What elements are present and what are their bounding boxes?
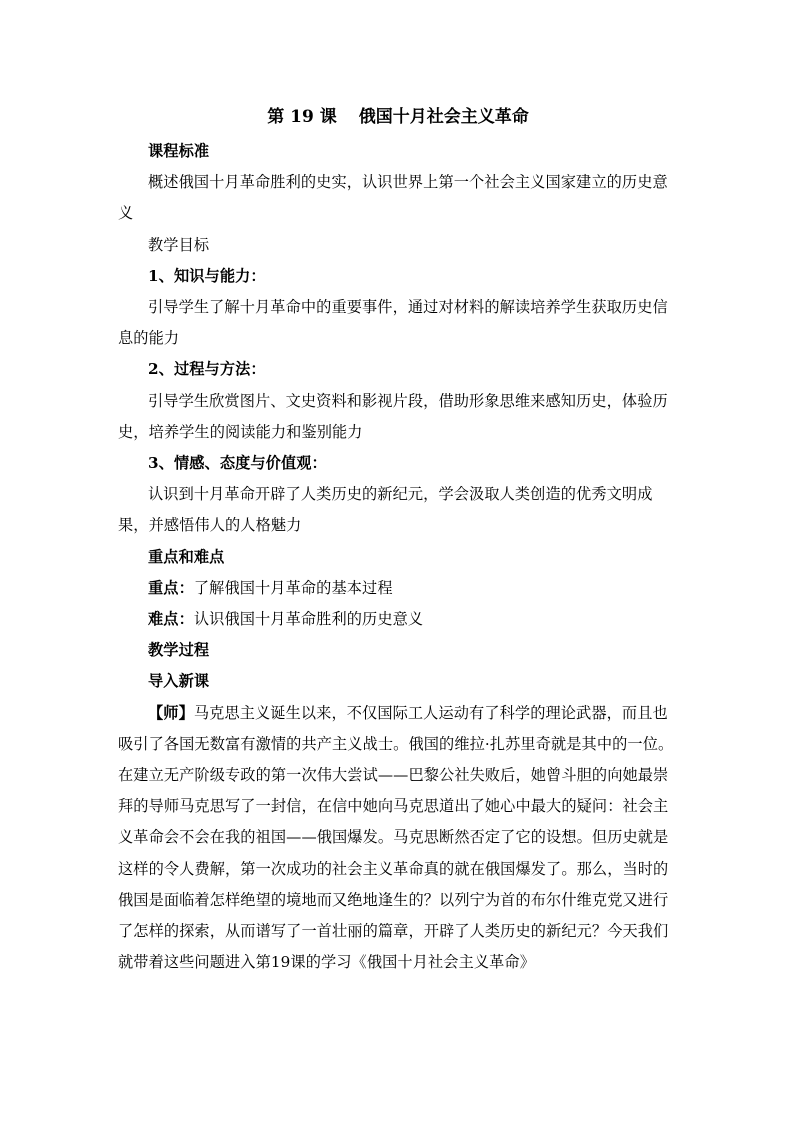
intro-heading: 导入新课 [148,672,210,691]
key-point-label: 重点： [148,578,194,597]
lesson-name: 俄国十月社会主义革命 [358,107,529,127]
goal2-heading: 2、过程与方法： [148,360,266,379]
key-points-heading: 重点和难点 [148,547,225,566]
intro-text: 马克思主义诞生以来，不仅国际工人运动有了科学的理论武器，而且也吸引了各国无数富有激情的共产主义战士。俄国的维拉·扎苏里奇就是其中的一位。在建立无产阶级专政的第一次伟大尝试——巴黎公社失败后，她曾斗胆的向她最崇拜的导师马克思写了一封信，在信中她向马克思道出了她心中最大的疑问：社会主义革命会不会在我的祖国——俄国爆发。马克思断然否定了它的设想。但历史就是这样的令人费解，第一次成功的社会主义革命真的就在俄国爆发了。那么，当时的俄国是面临着怎样绝望的境地而又绝地逢生的？以列宁为首的布尔什维克党又进行了怎样的探索，从而谱写了一首壮丽的篇章，开辟了人类历史的新纪元？今天我们就带着这些问题进入第19课的学习《俄国十月社会主义革命》 [118,703,674,972]
teacher-tag: 【师】 [148,703,194,722]
document-body [118,102,678,978]
difficulty-line [118,604,678,635]
key-point-line [118,573,678,604]
key-point-text: 了解俄国十月革命的基本过程 [193,578,393,597]
goal3-heading: 3、情感、态度与价值观： [148,454,327,473]
lesson-number: 第 19 课 [267,107,337,127]
difficulty-label: 难点： [148,610,194,629]
lesson-title [118,102,678,132]
intro-paragraph [118,698,678,979]
goal1-text: 引导学生了解十月革命中的重要事件，通过对材料的解读培养学生获取历史信息的能力 [118,298,668,348]
goals-heading: 教学目标 [148,235,210,254]
standard-text: 概述俄国十月革命胜利的史实，认识世界上第一个社会主义国家建立的历史意义 [118,173,668,223]
goal1-heading: 1、知识与能力： [148,266,266,285]
goal3-text: 认识到十月革命开辟了人类历史的新纪元，学会汲取人类创造的优秀文明成果，并感悟伟人的人格魅力 [118,485,653,535]
process-heading: 教学过程 [148,641,210,660]
goal2-text: 引导学生欣赏图片、文史资料和影视片段，借助形象思维来感知历史，体验历史，培养学生的阅读能力和鉴别能力 [118,391,668,441]
difficulty-text: 认识俄国十月革命胜利的历史意义 [193,610,424,629]
standard-heading: 课程标准 [148,142,210,160]
